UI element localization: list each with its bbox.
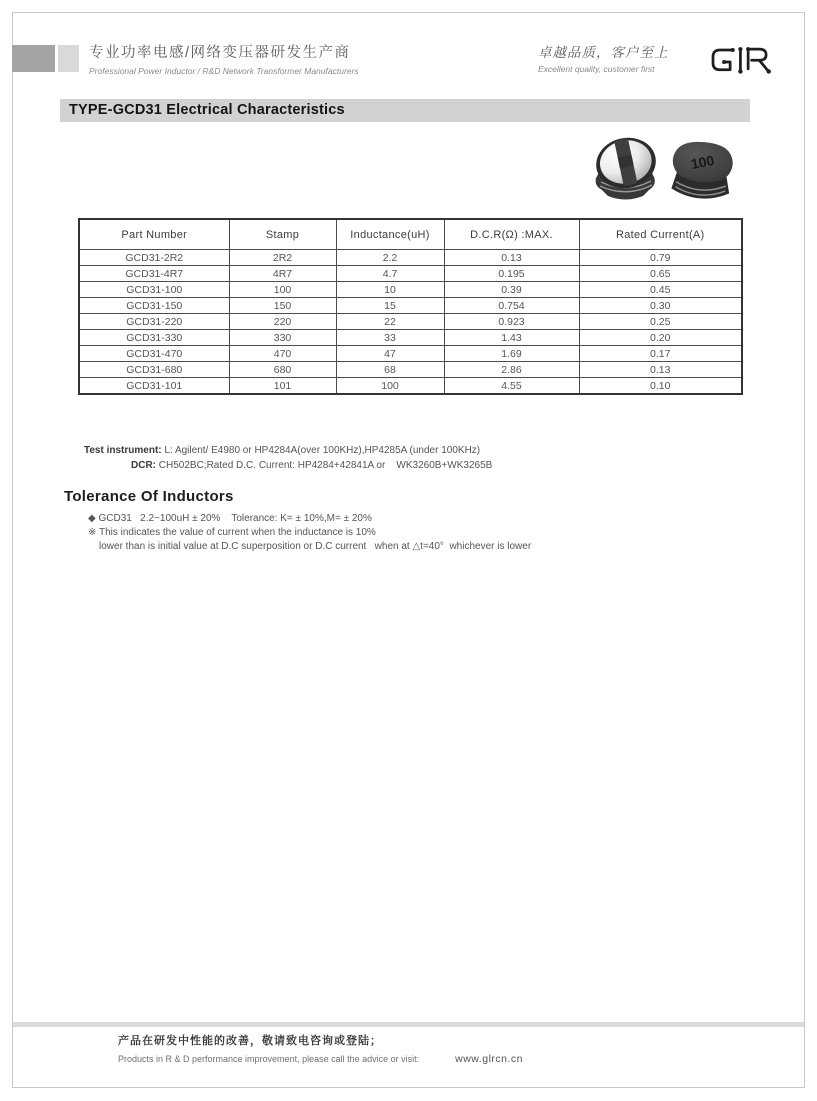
table-cell: 0.10 — [579, 378, 742, 395]
website-link[interactable]: www.glrcn.cn — [455, 1053, 523, 1065]
table-cell: 100 — [229, 282, 336, 298]
table-cell: 2.2 — [336, 250, 444, 266]
test-instrument-line1 — [84, 443, 492, 458]
table-row — [79, 378, 742, 395]
table-row — [79, 314, 742, 330]
table-cell: 0.39 — [444, 282, 579, 298]
table-row — [79, 282, 742, 298]
table-body — [79, 250, 742, 395]
slogan-zh: 卓越品质，客户至上 — [538, 45, 669, 60]
test-instrument-notes — [84, 443, 492, 473]
table-cell: 68 — [336, 362, 444, 378]
table-cell: 0.45 — [579, 282, 742, 298]
test-instrument-text1: L: Agilent/ E4980 or HP4284A(over 100KHz),HP4285A (under 100KHz) — [161, 445, 481, 456]
table-cell: 2R2 — [229, 250, 336, 266]
table-row — [79, 362, 742, 378]
table-cell: 150 — [229, 298, 336, 314]
company-name-en: Professional Power Inductor / R&D Network Transformer Manufacturers — [89, 66, 359, 76]
characteristics-table — [78, 218, 743, 395]
table-cell: 0.13 — [579, 362, 742, 378]
header-square-light — [58, 45, 79, 72]
table-cell: 0.17 — [579, 346, 742, 362]
company-logo-icon — [706, 38, 792, 86]
table-cell: GCD31-470 — [79, 346, 229, 362]
company-header — [89, 41, 359, 76]
table-cell: 2.86 — [444, 362, 579, 378]
header-square-dark — [12, 45, 55, 72]
table-cell: GCD31-101 — [79, 378, 229, 395]
inductor-photo-top-view — [664, 139, 740, 211]
test-instrument-label: Test instrument: — [84, 445, 162, 456]
footer-note-zh: 产品在研发中性能的改善，敬请致电咨询或登陆； — [118, 1035, 382, 1047]
test-instrument-text2: CH502BC;Rated D.C. Current: HP4284+42841A or WK3260B+WK3265B — [156, 460, 493, 471]
table-cell: 22 — [336, 314, 444, 330]
table-header-row — [79, 219, 742, 250]
table-cell: 0.79 — [579, 250, 742, 266]
table-cell: 330 — [229, 330, 336, 346]
table-cell: GCD31-2R2 — [79, 250, 229, 266]
company-name-zh: 专业功率电感/网络变压器研发生产商 — [89, 45, 351, 61]
table-cell: GCD31-220 — [79, 314, 229, 330]
footer-note-en: Products in R & D performance improvement, please call the advice or visit: — [118, 1054, 420, 1064]
table-cell: GCD31-100 — [79, 282, 229, 298]
footer — [118, 1032, 523, 1065]
table-cell: GCD31-4R7 — [79, 266, 229, 282]
table-cell: 220 — [229, 314, 336, 330]
footer-divider — [13, 1022, 804, 1027]
table-cell: 33 — [336, 330, 444, 346]
table-cell: 1.69 — [444, 346, 579, 362]
table-header-cell: Part Number — [79, 219, 229, 250]
inductor-photo-bottom-view — [591, 133, 661, 206]
table-cell: 101 — [229, 378, 336, 395]
table-row — [79, 298, 742, 314]
table-cell: 0.30 — [579, 298, 742, 314]
table-cell: 0.65 — [579, 266, 742, 282]
slogan-en: Excellent quality, customer first — [538, 64, 655, 74]
inductor-marking: 100 — [689, 151, 716, 173]
table-cell: 0.923 — [444, 314, 579, 330]
table-cell: GCD31-680 — [79, 362, 229, 378]
table-cell: 15 — [336, 298, 444, 314]
table-cell: 0.20 — [579, 330, 742, 346]
page-title: TYPE-GCD31 Electrical Characteristics — [60, 99, 750, 122]
table-cell: 1.43 — [444, 330, 579, 346]
table-cell: 47 — [336, 346, 444, 362]
table-cell: 4R7 — [229, 266, 336, 282]
test-instrument-line2 — [84, 458, 492, 473]
tolerance-notes — [88, 512, 531, 554]
table-header-cell: Stamp — [229, 219, 336, 250]
table-cell: 0.754 — [444, 298, 579, 314]
table-cell: GCD31-330 — [79, 330, 229, 346]
table-cell: 100 — [336, 378, 444, 395]
table-cell: 4.55 — [444, 378, 579, 395]
table-cell: 470 — [229, 346, 336, 362]
table-row — [79, 346, 742, 362]
table-cell: 0.25 — [579, 314, 742, 330]
table-cell: GCD31-150 — [79, 298, 229, 314]
table-cell: 680 — [229, 362, 336, 378]
table-cell: 0.195 — [444, 266, 579, 282]
dcr-label: DCR: — [131, 460, 156, 471]
tolerance-line3: lower than is initial value at D.C superposition or D.C current when at △t=40° whichever is lower — [99, 541, 532, 552]
tolerance-line1: ◆ GCD31 2.2~100uH ± 20% Tolerance: K= ± 10%,M= ± 20% — [88, 513, 372, 524]
table-header-cell: D.C.R(Ω) :MAX. — [444, 219, 579, 250]
table-cell: 0.13 — [444, 250, 579, 266]
table-header-cell: Rated Current(A) — [579, 219, 742, 250]
table-row — [79, 250, 742, 266]
table-header-cell: Inductance(uH) — [336, 219, 444, 250]
table-cell: 4.7 — [336, 266, 444, 282]
table-row — [79, 330, 742, 346]
tolerance-heading: Tolerance Of Inductors — [64, 488, 234, 505]
table-cell: 10 — [336, 282, 444, 298]
slogan-header — [538, 41, 669, 74]
tolerance-line2: ※ This indicates the value of current when the inductance is 10% — [88, 527, 376, 538]
table-row — [79, 266, 742, 282]
